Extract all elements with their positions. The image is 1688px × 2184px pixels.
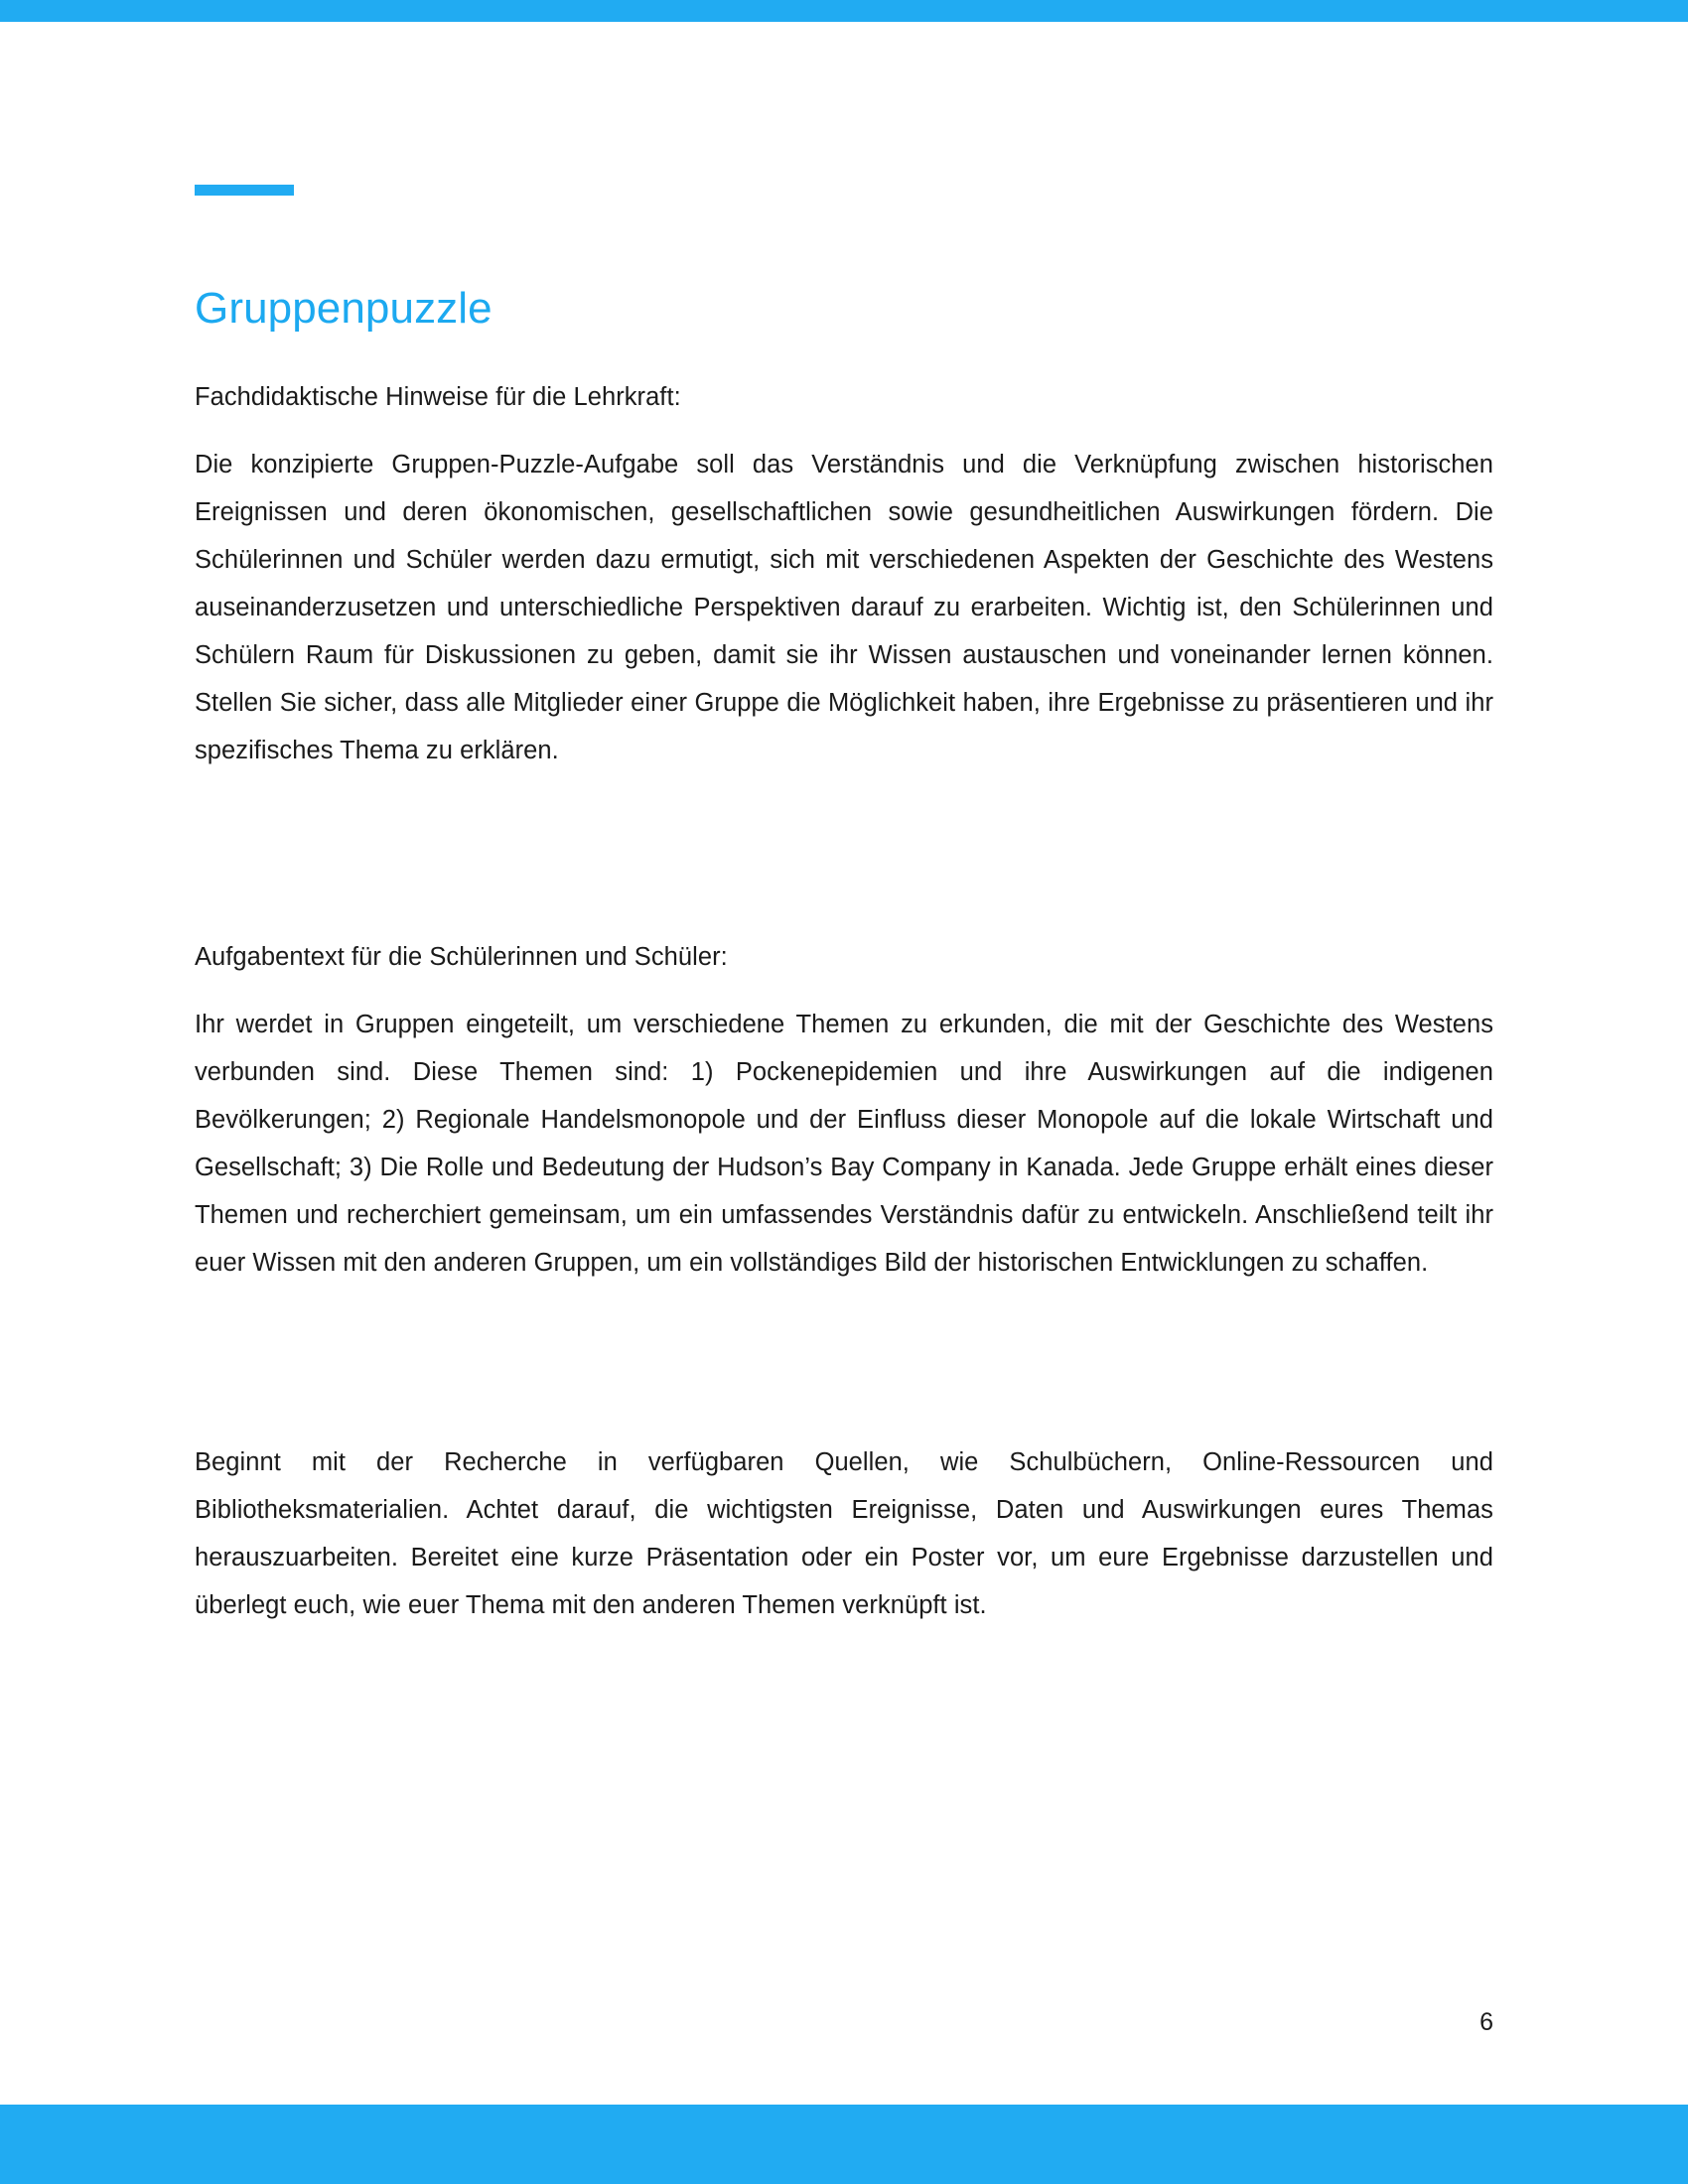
- section-spacer: [195, 800, 1493, 895]
- section-spacer-2: [195, 1312, 1493, 1414]
- student-task-paragraph-1: Ihr werdet in Gruppen eingeteilt, um verschiedene Themen zu erkunden, die mit der Geschichte des Westens verbunden sind. Diese Themen sind: 1) Pockenepidemien und ihre Auswirkungen auf die indigenen Bevölkerungen; 2) Regionale Handelsmonopole und der Einfluss dieser Monopole auf die lokale Wirtschaft und Gesellschaft; 3) Die Rolle und Bedeutung der Hudson’s Bay Company in Kanada. Jede Gruppe erhält eines dieser Themen und recherchiert gemeinsam, um ein umfassendes Verständnis dafür zu entwickeln. Anschließend teilt ihr euer Wissen mit den anderen Gruppen, um ein vollständiges Bild der historischen Entwicklungen zu schaffen.: [195, 1011, 1493, 1278]
- teacher-notes-label: Fachdidaktische Hinweise für die Lehrkraft:: [195, 382, 681, 411]
- title-accent-rule: [195, 185, 294, 196]
- page-content: [195, 0, 1493, 1656]
- page-title: Gruppenpuzzle: [195, 284, 492, 333]
- bottom-brand-bar: [0, 2105, 1688, 2184]
- student-task-label: Aufgabentext für die Schülerinnen und Schüler:: [195, 943, 728, 972]
- teacher-notes-paragraph: Die konzipierte Gruppen-Puzzle-Aufgabe soll das Verständnis und die Verknüpfung zwischen historischen Ereignissen und deren ökonomischen, gesellschaftlichen sowie gesundheitlichen Auswirkungen fördern. Die Schülerinnen und Schüler werden dazu ermutigt, sich mit verschiedenen Aspekten der Geschichte des Westens auseinanderzusetzen und unterschiedliche Perspektiven darauf zu erarbeiten. Wichtig ist, den Schülerinnen und Schülern Raum für Diskussionen zu geben, damit sie ihr Wissen austauschen und voneinander lernen können. Stellen Sie sicher, dass alle Mitglieder einer Gruppe die Möglichkeit haben, ihre Ergebnisse zu präsentieren und ihr spezifisches Thema zu erklären.: [195, 451, 1493, 764]
- page-number: 6: [1479, 2008, 1493, 2036]
- student-task-paragraph-2: Beginnt mit der Recherche in verfügbaren Quellen, wie Schulbüchern, Online-Ressourcen und Bibliotheksmaterialien. Achtet darauf, die wichtigsten Ereignisse, Daten und Auswirkungen eures Themas herauszuarbeiten. Bereitet eine kurze Präsentation oder ein Poster vor, um eure Ergebnisse darzustellen und überlegt euch, wie euer Thema mit den anderen Themen verknüpft ist.: [195, 1448, 1493, 1620]
